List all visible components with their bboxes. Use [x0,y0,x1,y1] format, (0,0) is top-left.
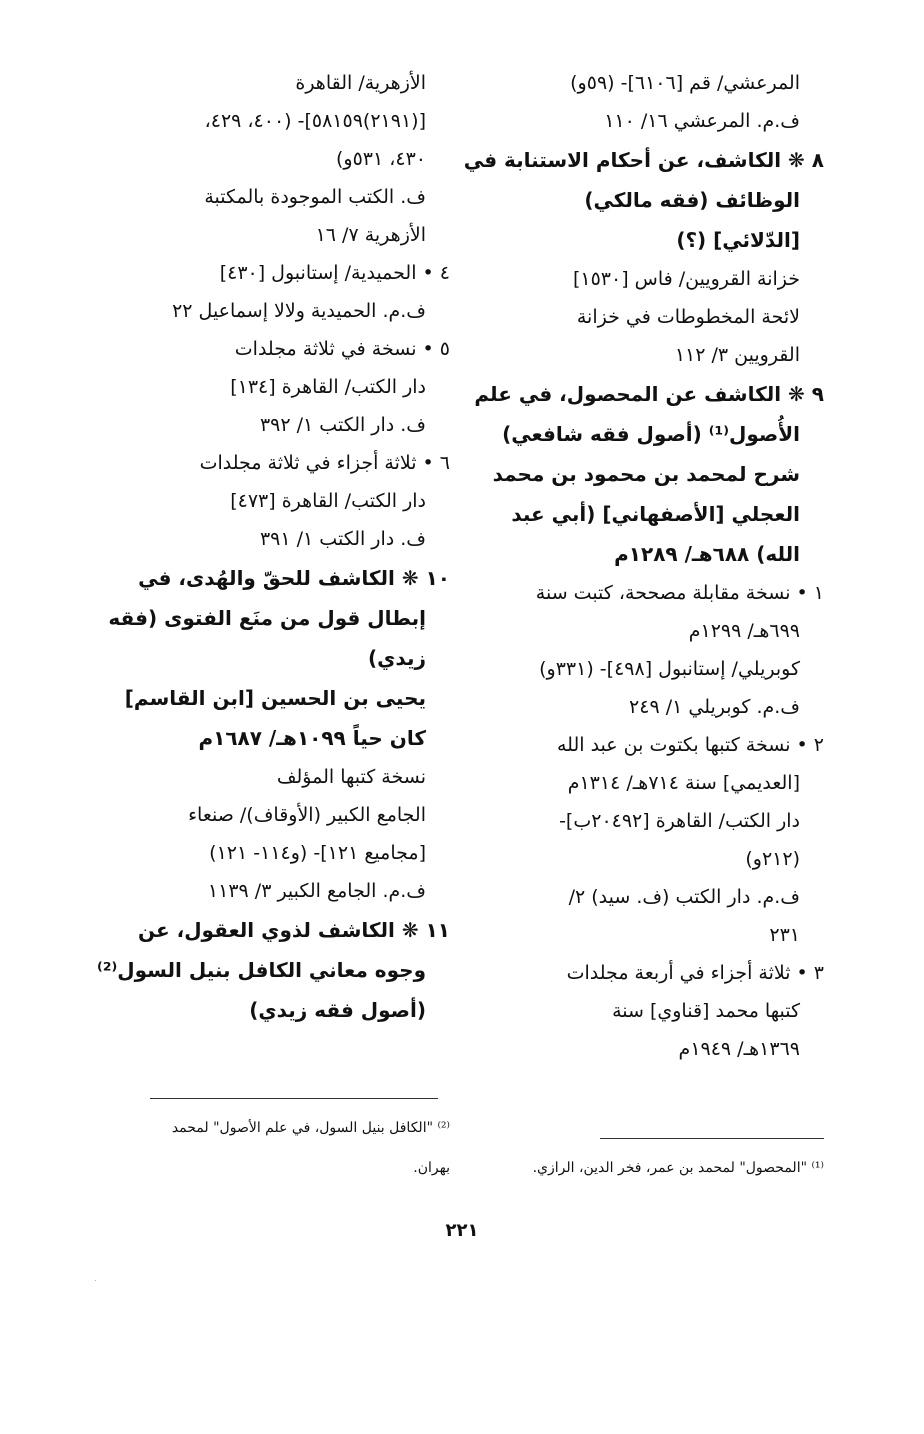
left-column-line: ١١ ❋ الكاشف لذوي العقول، عن [137,918,450,942]
right-column-line: ف.م. المرعشي ١٦/ ١١٠ [604,110,800,132]
right-column-line: ٣ • ثلاثة أجزاء في أربعة مجلدات [566,962,824,984]
left-column-line: ف.م. الحميدية ولالا إسماعيل ٢٢ [172,300,426,322]
right-column-line: ٩ ❋ الكاشف عن المحصول، في علم [474,382,824,406]
left-column-line: يحيى بن الحسين [ابن القاسم] [124,686,426,710]
right-column-line: [الدّلائي] (؟) [676,228,800,252]
footnote-right [470,1148,824,1188]
right-column-line: ٨ ❋ الكاشف، عن أحكام الاستنابة في [463,148,824,172]
left-column-line: الأزهرية/ القاهرة [295,72,426,94]
left-column-line: الجامع الكبير (الأوقاف)/ صنعاء [188,804,426,826]
right-column-line: القرويين ٣/ ١١٢ [674,344,800,366]
left-column-line: (أصول فقه زيدي) [249,998,426,1022]
right-column-line: لائحة المخطوطات في خزانة [576,306,800,328]
left-column-line: دار الكتب/ القاهرة [١٣٤] [230,376,426,398]
right-column-line: الأُصول⁽¹⁾ (أصول فقه شافعي) [502,422,800,446]
right-column-line: [العديمي] سنة ٧١٤هـ/ ١٣١٤م [567,772,800,794]
left-column-line: دار الكتب/ القاهرة [٤٧٣] [230,490,426,512]
footnote-left [110,1108,450,1188]
right-column-line: الوظائف (فقه مالكي) [584,188,800,212]
scan-speck: . [94,1274,97,1283]
left-column-line: إبطال قول من منَع الفتوى (فقه [108,606,426,630]
left-column-line: ف. الكتب الموجودة بالمكتبة [204,186,426,208]
right-column-line: ١ • نسخة مقابلة مصححة، كتبت سنة [535,582,824,604]
left-column [96,64,450,1030]
footnote-right-line1: ⁽¹⁾ "المحصول" لمحمد بن عمر، فخر الدين، الرازي. [532,1160,824,1176]
right-column-line: ١٣٦٩هـ/ ١٩٤٩م [678,1038,800,1060]
left-column-line: ١٠ ❋ الكاشف للحقّ والهُدى، في [138,566,450,590]
right-column-line: كوبريلي/ إستانبول [٤٩٨]- (٣٣١و) [539,658,800,680]
right-column-line: ٦٩٩هـ/ ١٢٩٩م [688,620,800,642]
right-column-line: ف.م. دار الكتب (ف. سيد) ٢/ [568,886,800,908]
right-column-line: ٢ • نسخة كتبها بكتوت بن عبد الله [556,734,824,756]
right-column-line: كتبها محمد [قناوي] سنة [612,1000,800,1022]
left-column-line: زيدي) [367,646,426,670]
right-column-line: دار الكتب/ القاهرة [٢٠٤٩٢ب]- [559,810,800,832]
right-column-line: المرعشي/ قم [٦١٠٦]- (٥٩و) [570,72,800,94]
right-column-line: الله) ٦٨٨هـ/ ١٢٨٩م [614,542,800,566]
left-column-line: كان حياً ١٠٩٩هـ/ ١٦٨٧م [198,726,426,750]
right-column-line: ٢٣١ [769,924,800,946]
footnote-left-line2: بهران. [413,1160,450,1176]
left-column-line: [مجاميع ١٢١]- (و١١٤- ١٢١) [209,842,426,864]
left-column-line: الأزهرية ٧/ ١٦ [315,224,426,246]
left-column-line: [(٢١٩١)٥٨١٥٩]- (٤٠٠، ٤٢٩، [204,110,426,132]
right-column-line: شرح لمحمد بن محمود بن محمد [492,462,800,486]
right-column [463,64,824,1068]
right-column-line: (٢١٢و) [745,848,800,870]
footnote-rule-right [600,1138,824,1139]
footnote-left-line1: ⁽²⁾ "الكافل بنيل السول، في علم الأصول" لمحمد [171,1120,450,1136]
left-column-line: نسخة كتبها المؤلف [276,766,426,788]
footnote-rule-left [150,1098,438,1099]
left-column-line: ف.م. الجامع الكبير ٣/ ١١٣٩ [207,880,426,902]
page-number: ٢٢١ [445,1220,479,1241]
left-column-line: ٥ • نسخة في ثلاثة مجلدات [234,338,450,360]
left-column-line: ٦ • ثلاثة أجزاء في ثلاثة مجلدات [199,452,450,474]
left-column-line: ف. دار الكتب ١/ ٣٩٢ [259,414,426,436]
left-column-line: ف. دار الكتب ١/ ٣٩١ [259,528,426,550]
right-column-line: خزانة القرويين/ فاس [١٥٣٠] [572,268,800,290]
left-column-line: وجوه معاني الكافل بنيل السول⁽²⁾ [96,958,426,982]
left-column-line: ٤ • الحميدية/ إستانبول [٤٣٠] [219,262,450,284]
left-column-line: ٤٣٠، ٥٣١و) [335,148,426,170]
right-column-line: ف.م. كوبريلي ١/ ٢٤٩ [629,696,800,718]
right-column-line: العجلي [الأصفهاني] (أبي عبد [511,502,800,526]
